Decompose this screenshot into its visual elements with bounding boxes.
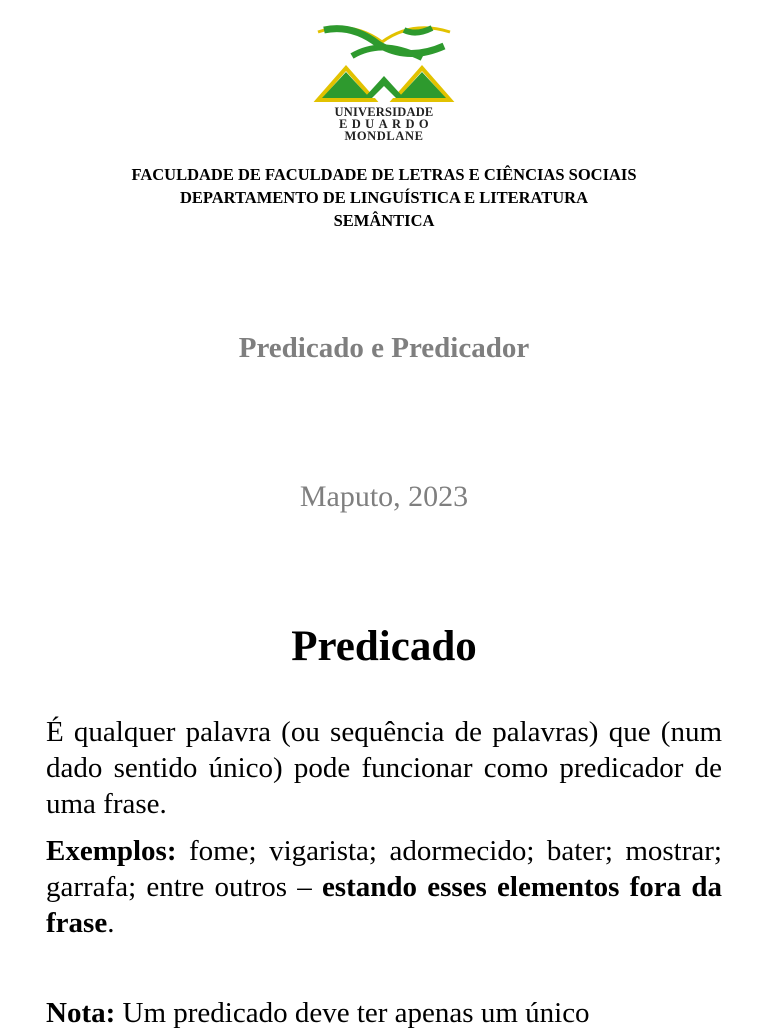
- university-name: [306, 106, 462, 142]
- university-emblem-icon: [312, 22, 456, 104]
- definition-paragraph: É qualquer palavra (ou sequência de palavras) que (num dado sentido único) pode funcionar como predicador de uma frase.: [46, 716, 722, 820]
- examples-text: fome; vigarista; adormecido; bater; mostrar; garrafa; entre outros –: [46, 835, 722, 903]
- examples-label: Exemplos:: [46, 835, 177, 867]
- place-date: Maputo, 2023: [299, 480, 469, 513]
- university-logo: [306, 22, 462, 146]
- university-name-line3: MONDLANE: [344, 129, 424, 143]
- note-label: Nota:: [46, 997, 116, 1029]
- section-title: Predicado: [291, 623, 477, 670]
- document-topic: Predicado e Predicador: [238, 332, 530, 364]
- university-name-line2: EDUARDO: [339, 117, 433, 131]
- examples-paragraph: [46, 833, 722, 941]
- subject-line: SEMÂNTICA: [333, 211, 435, 230]
- department-line: DEPARTAMENTO DE LINGUÍSTICA E LITERATURA: [179, 188, 589, 207]
- university-name-line1: UNIVERSIDADE: [334, 105, 434, 119]
- examples-end: .: [107, 907, 115, 939]
- examples-emphasis: estando esses elementos fora da frase: [46, 871, 722, 939]
- note-text: Um predicado deve ter apenas um único: [115, 997, 590, 1029]
- note-paragraph: [46, 995, 722, 1031]
- institution-header: [0, 163, 768, 232]
- faculty-line: FACULDADE DE FACULDADE DE LETRAS E CIÊNCIAS SOCIAIS: [131, 165, 637, 184]
